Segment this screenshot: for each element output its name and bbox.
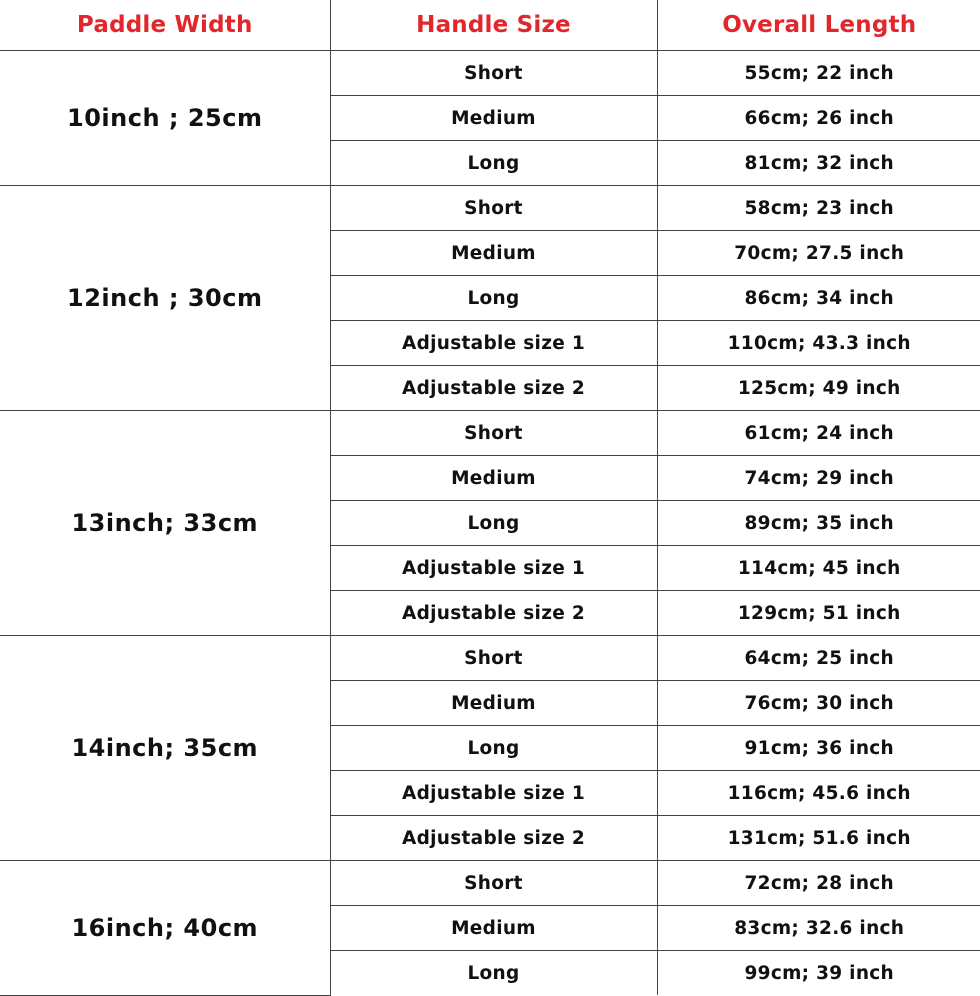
header-handle-size: Handle Size — [330, 0, 657, 51]
handle-size-cell: Long — [330, 951, 657, 996]
handle-size-cell: Long — [330, 141, 657, 186]
overall-length-cell: 91cm; 36 inch — [657, 726, 980, 771]
overall-length-cell: 81cm; 32 inch — [657, 141, 980, 186]
handle-size-cell: Long — [330, 276, 657, 321]
table-row — [0, 411, 980, 456]
handle-size-cell: Adjustable size 2 — [330, 366, 657, 411]
overall-length-cell: 66cm; 26 inch — [657, 96, 980, 141]
overall-length-cell: 131cm; 51.6 inch — [657, 816, 980, 861]
handle-size-cell: Adjustable size 1 — [330, 546, 657, 591]
handle-size-cell: Medium — [330, 231, 657, 276]
handle-size-cell: Adjustable size 1 — [330, 321, 657, 366]
overall-length-cell: 76cm; 30 inch — [657, 681, 980, 726]
table-row — [0, 186, 980, 231]
overall-length-cell: 114cm; 45 inch — [657, 546, 980, 591]
handle-size-cell: Medium — [330, 681, 657, 726]
header-paddle-width: Paddle Width — [0, 0, 330, 51]
table-row — [0, 861, 980, 906]
overall-length-cell: 61cm; 24 inch — [657, 411, 980, 456]
overall-length-cell: 83cm; 32.6 inch — [657, 906, 980, 951]
overall-length-cell: 129cm; 51 inch — [657, 591, 980, 636]
overall-length-cell: 89cm; 35 inch — [657, 501, 980, 546]
header-row — [0, 0, 980, 51]
handle-size-cell: Adjustable size 1 — [330, 771, 657, 816]
handle-size-cell: Adjustable size 2 — [330, 816, 657, 861]
handle-size-cell: Long — [330, 726, 657, 771]
overall-length-cell: 70cm; 27.5 inch — [657, 231, 980, 276]
overall-length-cell: 58cm; 23 inch — [657, 186, 980, 231]
paddle-width-cell: 10inch ; 25cm — [0, 51, 330, 186]
handle-size-cell: Medium — [330, 456, 657, 501]
table-row — [0, 636, 980, 681]
paddle-width-cell: 14inch; 35cm — [0, 636, 330, 861]
table-body — [0, 51, 980, 996]
handle-size-cell: Long — [330, 501, 657, 546]
overall-length-cell: 99cm; 39 inch — [657, 951, 980, 996]
paddle-width-cell: 12inch ; 30cm — [0, 186, 330, 411]
handle-size-cell: Short — [330, 411, 657, 456]
paddle-width-cell: 16inch; 40cm — [0, 861, 330, 996]
overall-length-cell: 64cm; 25 inch — [657, 636, 980, 681]
handle-size-cell: Short — [330, 636, 657, 681]
handle-size-cell: Short — [330, 51, 657, 96]
overall-length-cell: 55cm; 22 inch — [657, 51, 980, 96]
overall-length-cell: 72cm; 28 inch — [657, 861, 980, 906]
paddle-width-cell: 13inch; 33cm — [0, 411, 330, 636]
handle-size-cell: Adjustable size 2 — [330, 591, 657, 636]
handle-size-cell: Short — [330, 861, 657, 906]
header-overall-length: Overall Length — [657, 0, 980, 51]
overall-length-cell: 125cm; 49 inch — [657, 366, 980, 411]
overall-length-cell: 86cm; 34 inch — [657, 276, 980, 321]
handle-size-cell: Short — [330, 186, 657, 231]
overall-length-cell: 116cm; 45.6 inch — [657, 771, 980, 816]
handle-size-cell: Medium — [330, 906, 657, 951]
table-row — [0, 51, 980, 96]
overall-length-cell: 110cm; 43.3 inch — [657, 321, 980, 366]
table-header — [0, 0, 980, 51]
overall-length-cell: 74cm; 29 inch — [657, 456, 980, 501]
handle-size-cell: Medium — [330, 96, 657, 141]
